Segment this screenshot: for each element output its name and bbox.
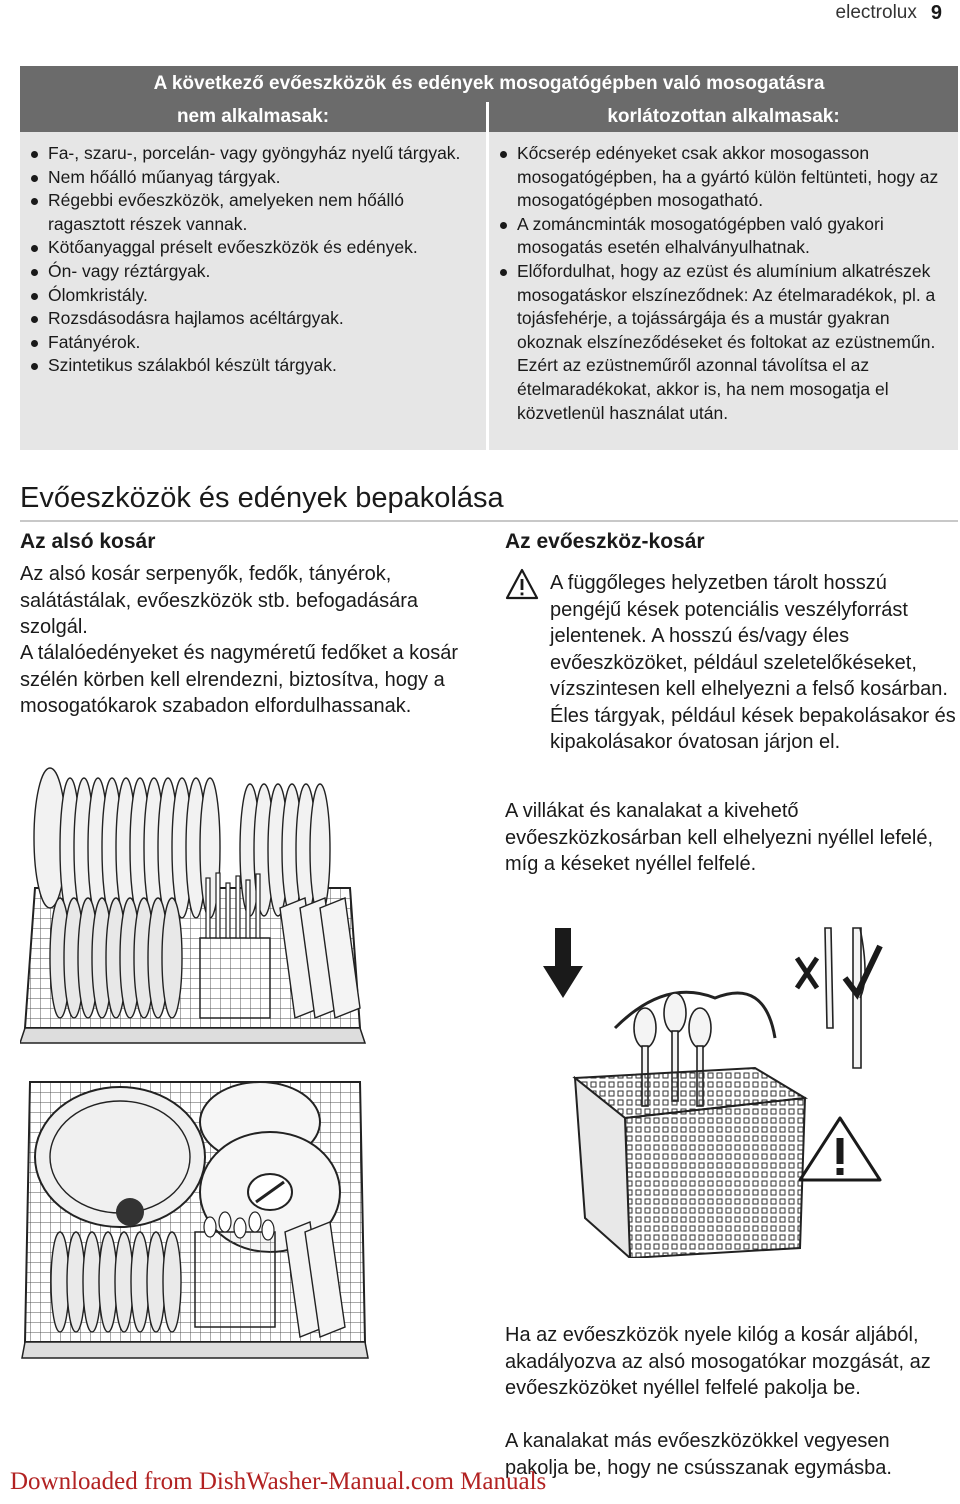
list-item: Régebbi evőeszközök, amelyeken nem hőálló ragasztott részek vannak. <box>30 189 478 236</box>
page-header <box>836 0 942 26</box>
cutlery-basket-paragraph-3: A kanalakat más evőeszközökkel vegyesen pakolja be, hogy ne csússzanak egymásba. <box>505 1430 892 1479</box>
lower-basket-pots-illustration <box>20 1062 370 1362</box>
list-item: A zománcminták mosogatógépben való gyakori mosogatás esetén elhalványulhatnak. <box>499 213 950 260</box>
lower-basket-paragraph-1: Az alsó kosár serpenyők, fedők, tányérok, salátástálak, evőeszközök stb. befogadására szolgál. <box>20 563 419 638</box>
table-title: A következő evőeszközök és edények mosogatógépben való mosogatásra <box>20 66 958 102</box>
cutlery-basket-paragraph-2: Ha az evőeszközök nyele kilóg a kosár aljából, akadályozva az alsó mosogatókar mozgását, az evőeszközöket nyéllel felfelé pakolja be. <box>505 1324 931 1399</box>
limited-header: korlátozottan alkalmasak: <box>607 106 840 127</box>
list-item: Előfordulhat, hogy az ezüst és alumínium alkatrészek mosogatáskor elszíneződnek: Az ételmaradékok, pl. a tojásfehérje, a tojássárgája és a mustár gyakran okoznak elszíneződéseket és foltokat az ezüstneműn. Ezért az ezüstneműről azonnal távolítsa el az ételmaradékokat, akkor is, ha nem mosogatja el közvetlenül használat után. <box>499 260 950 425</box>
list-item: Rozsdásodásra hajlamos acéltárgyak. <box>30 307 478 331</box>
unsuitable-list <box>30 142 478 378</box>
limited-list <box>499 142 950 425</box>
lower-basket-plates-illustration <box>20 758 370 1048</box>
list-item: Szintetikus szálakból készült tárgyak. <box>30 354 478 378</box>
download-source-link[interactable]: Downloaded from DishWasher-Manual.com Manuals <box>10 1468 547 1495</box>
lower-basket-heading: Az alsó kosár <box>20 530 156 553</box>
list-item: Kötőanyaggal préselt evőeszközök és edények. <box>30 236 478 260</box>
list-item: Ón- vagy réztárgyak. <box>30 260 478 284</box>
list-item: Fatányérok. <box>30 331 478 355</box>
unsuitable-column <box>20 132 489 450</box>
warning-triangle-icon <box>800 1118 880 1180</box>
section-divider <box>20 520 958 522</box>
list-item: Ólomkristály. <box>30 284 478 308</box>
list-item: Fa-, szaru-, porcelán- vagy gyöngyház nyelű tárgyak. <box>30 142 478 166</box>
table-subheader <box>20 102 958 132</box>
suitability-table <box>20 66 958 450</box>
warning-icon <box>505 568 539 600</box>
limited-column <box>489 132 958 450</box>
unsuitable-header: nem alkalmasak: <box>20 102 489 132</box>
cutlery-basket-paragraph-1: A villákat és kanalakat a kivehető evőeszközkosárban kell elhelyezni nyéllel lefelé, míg a késeket nyéllel felfelé. <box>505 800 934 875</box>
list-item: Kőcserép edényeket csak akkor mosogasson mosogatógépben, ha a gyártó külön feltünteti, hogy az mosogatógépben mosogatható. <box>499 142 950 213</box>
lower-basket-paragraph-2: A tálalóedényeket és nagyméretű fedőket a kosár szélén körben kell elrendezni, biztosítva, hogy a mosogatókarok szabadon elfordulhassanak. <box>20 642 459 717</box>
page-number: 9 <box>930 1 942 24</box>
section-title: Evőeszközök és edények bepakolása <box>20 482 504 514</box>
cutlery-basket-heading: Az evőeszköz-kosár <box>505 530 705 553</box>
cutlery-warning-text: A függőleges helyzetben tárolt hosszú pengéjű kések potenciális veszélyforrást jelentenek. A hosszú és/vagy éles evőeszközöket, például szeletelőkéseket, vízszintesen kell elhelyezni a felső kosárban. Éles tárgyak, például kések bepakolásakor és kipakolásakor óvatosan járjon el. <box>550 572 956 753</box>
table-body <box>20 132 958 450</box>
list-item: Nem hőálló műanyag tárgyak. <box>30 166 478 190</box>
arrow-down-icon <box>543 928 583 998</box>
knife-fork-icon <box>825 928 865 1068</box>
brand-name: electrolux <box>835 2 917 23</box>
cutlery-basket-illustration <box>535 918 885 1258</box>
